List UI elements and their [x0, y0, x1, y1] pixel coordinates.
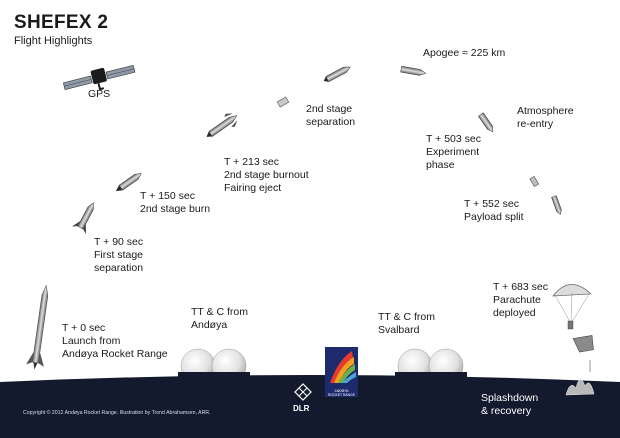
reentry-label: Atmosphere re-entry: [517, 105, 574, 130]
ttc-andoya-label: TT & C from Andøya: [191, 306, 248, 331]
apogee-label: Apogee ≈ 225 km: [423, 47, 506, 59]
splash-icon: [566, 360, 594, 395]
dlr-logo-text: DLR: [293, 404, 310, 413]
detached-stage-icon: [277, 97, 289, 107]
parachute-label: T + 683 sec Parachute deployed: [493, 281, 548, 319]
experiment-label: T + 503 sec Experiment phase: [426, 133, 481, 171]
copyright-text: Copyright © 2012 Andøya Rocket Range. Illustration by Trond Abrahamsen, ARR.: [23, 410, 211, 416]
ttc-svalbard-label: TT & C from Svalbard: [378, 311, 435, 336]
parachute-icon: [553, 284, 591, 329]
andoya-radar-domes: [178, 349, 250, 384]
andoya-logo-text: ANDØYA ROCKET RANGE: [327, 389, 356, 397]
second-stage-separation-icon: [322, 64, 351, 83]
splashdown-label: Splashdown & recovery: [481, 392, 539, 417]
payload-split-icon: [530, 176, 563, 215]
launch-label: T + 0 sec Launch from Andøya Rocket Range: [62, 322, 168, 360]
second-stage-burn-icon: [114, 171, 143, 194]
apogee-payload-icon: [401, 66, 427, 76]
payload-split-label: T + 552 sec Payload split: [464, 198, 524, 223]
page-subtitle: Flight Highlights: [14, 35, 93, 47]
gps-label: GPS: [88, 88, 111, 100]
svalbard-radar-domes: [395, 349, 467, 384]
first-stage-label: T + 90 sec First stage separation: [94, 236, 144, 274]
page-title: SHEFEX 2: [14, 12, 109, 33]
second-stage-burn-label: T + 150 sec 2nd stage burn: [140, 190, 211, 215]
launch-rocket-icon: [26, 284, 56, 371]
second-stage-separation-label: 2nd stage separation: [306, 103, 356, 128]
first-stage-rocket-icon: [72, 199, 101, 234]
fairing-eject-icon: [202, 109, 241, 143]
falling-debris-icon: [573, 333, 596, 355]
burnout-label: T + 213 sec 2nd stage burnout Fairing eject: [224, 156, 309, 194]
reentry-payload-icon: [478, 113, 495, 134]
